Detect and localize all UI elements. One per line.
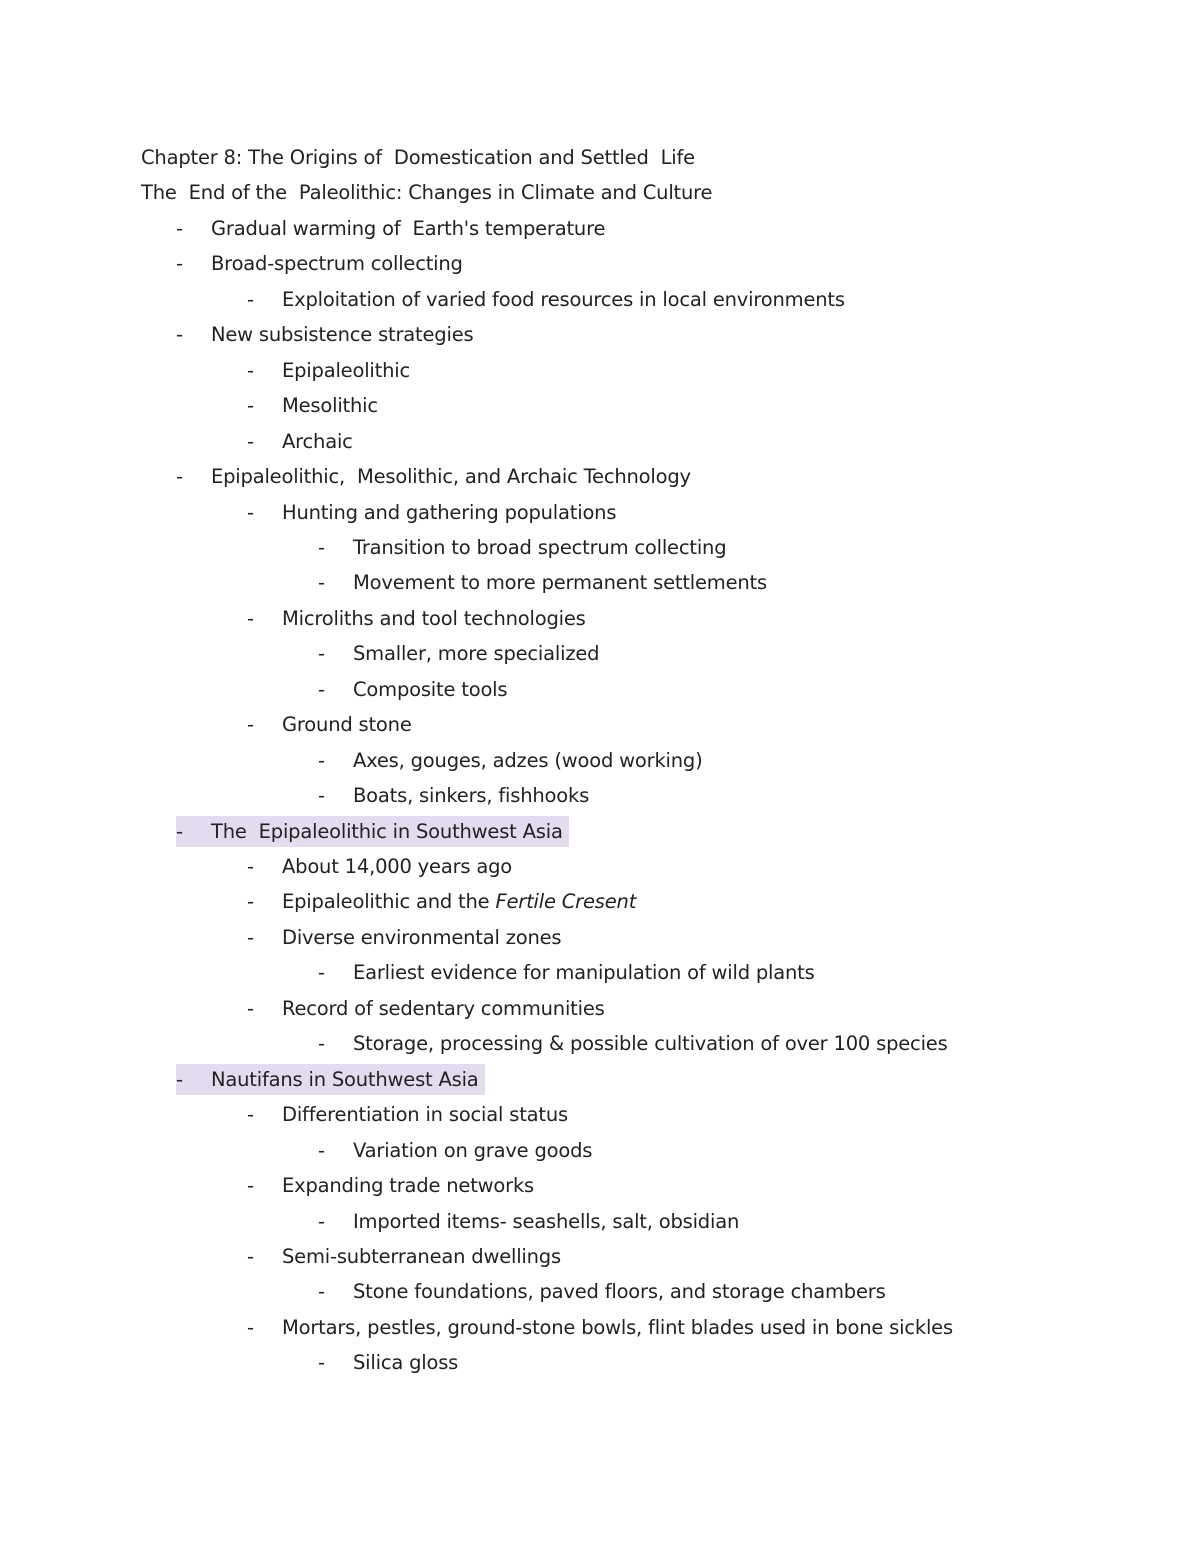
- line-text-main: Epipaleolithic, Mesolithic, and Archaic Technology: [211, 465, 691, 489]
- bullet-dash: -: [247, 1244, 254, 1268]
- line-text-main: Ground stone: [282, 713, 412, 737]
- bullet-dash: -: [176, 252, 183, 276]
- line-text: [282, 920, 561, 955]
- bullet-dash: -: [318, 1280, 325, 1304]
- bullet-dash: -: [318, 535, 325, 559]
- outline-item: [0, 530, 1200, 565]
- outline-item: [0, 955, 1200, 990]
- bullet-dash: -: [176, 323, 183, 347]
- outline-item: [0, 920, 1200, 955]
- chapter-title: [0, 140, 1200, 175]
- line-text-main: Movement to more permanent settlements: [353, 571, 767, 595]
- line-text: [353, 1133, 592, 1168]
- line-text: [353, 672, 507, 707]
- outline-item: [0, 1239, 1200, 1274]
- line-text: [141, 140, 695, 175]
- line-text-main: Expanding trade networks: [282, 1174, 535, 1198]
- bullet-dash: -: [318, 677, 325, 701]
- line-text-main: Microliths and tool technologies: [282, 606, 586, 630]
- line-text: [282, 388, 378, 423]
- bullet-dash: -: [247, 1174, 254, 1198]
- line-text-main: Storage, processing & possible cultivation of over 100 species: [353, 1032, 948, 1056]
- line-text-main: Mesolithic: [282, 394, 378, 418]
- line-text-main: Mortars, pestles, ground-stone bowls, flint blades used in bone sickles: [282, 1315, 953, 1339]
- outline-item: [0, 353, 1200, 388]
- bullet-dash: -: [247, 1103, 254, 1127]
- line-text: [282, 884, 636, 919]
- line-text-main: Chapter 8: The Origins of Domestication and Settled Life: [141, 146, 695, 169]
- bullet-dash: -: [247, 890, 254, 914]
- line-text: [211, 1062, 479, 1097]
- bullet-dash: -: [318, 961, 325, 985]
- outline-item: [0, 707, 1200, 742]
- line-text-main: Transition to broad spectrum collecting: [353, 535, 727, 559]
- line-text-main: Nautifans in Southwest Asia: [211, 1067, 479, 1091]
- line-text-main: Silica gloss: [353, 1351, 459, 1375]
- line-text-main: Record of sedentary communities: [282, 996, 605, 1020]
- outline-item: [0, 459, 1200, 494]
- line-text: [353, 743, 703, 778]
- outline-item: [0, 849, 1200, 884]
- bullet-dash: -: [247, 606, 254, 630]
- outline-item: [0, 1026, 1200, 1061]
- line-text: [282, 991, 605, 1026]
- bullet-dash: -: [318, 784, 325, 808]
- line-text: [353, 636, 599, 671]
- line-text: [353, 1204, 739, 1239]
- outline-item: [0, 282, 1200, 317]
- outline-item: [0, 495, 1200, 530]
- outline-item: [0, 565, 1200, 600]
- line-text: [211, 211, 605, 246]
- line-text-main: Axes, gouges, adzes (wood working): [353, 748, 703, 772]
- bullet-dash: -: [247, 358, 254, 382]
- bullet-dash: -: [247, 1315, 254, 1339]
- outline-item: [0, 317, 1200, 352]
- line-text-main: Exploitation of varied food resources in local environments: [282, 287, 845, 311]
- line-text-main: Imported items- seashells, salt, obsidian: [353, 1209, 740, 1233]
- line-text: [282, 707, 412, 742]
- outline-item: [0, 1168, 1200, 1203]
- line-text: [282, 601, 586, 636]
- line-text-main: Gradual warming of Earth's temperature: [211, 216, 606, 240]
- line-text: [282, 1310, 953, 1345]
- line-text-main: About 14,000 years ago: [282, 855, 512, 878]
- line-text: [211, 459, 691, 494]
- line-text: [282, 1239, 561, 1274]
- line-text-main: The Epipaleolithic in Southwest Asia: [211, 819, 563, 843]
- outline-item: [0, 246, 1200, 281]
- line-text-main: Composite tools: [353, 677, 508, 701]
- bullet-dash: -: [318, 642, 325, 666]
- line-text: [353, 530, 726, 565]
- line-text: [353, 1026, 948, 1061]
- outline-item: [0, 743, 1200, 778]
- line-text-main: Diverse environmental zones: [282, 925, 562, 949]
- line-text: [282, 424, 353, 459]
- line-text-main: Differentiation in social status: [282, 1103, 568, 1127]
- line-text: [141, 175, 712, 210]
- outline-item: [0, 778, 1200, 813]
- line-text: [282, 353, 410, 388]
- line-text: [211, 814, 563, 849]
- bullet-dash: -: [247, 713, 254, 737]
- line-text-main: Semi-subterranean dwellings: [282, 1244, 561, 1268]
- outline-item: [0, 1097, 1200, 1132]
- line-text: [282, 282, 845, 317]
- line-text-main: Broad-spectrum collecting: [211, 252, 463, 276]
- bullet-dash: -: [318, 748, 325, 772]
- outline-item: [0, 1310, 1200, 1345]
- bullet-dash: -: [318, 1138, 325, 1162]
- line-text-main: Stone foundations, paved floors, and storage chambers: [353, 1280, 886, 1304]
- outline-item: [0, 1274, 1200, 1309]
- line-text-main: Boats, sinkers, fishhooks: [353, 784, 590, 808]
- line-text: [353, 1274, 886, 1309]
- bullet-dash: -: [247, 855, 254, 878]
- outline-item: [0, 672, 1200, 707]
- outline-item: [0, 1133, 1200, 1168]
- outline-item: [0, 1062, 1200, 1097]
- line-text: [353, 565, 767, 600]
- bullet-dash: -: [247, 394, 254, 418]
- line-text: [353, 955, 815, 990]
- outline-item: [0, 884, 1200, 919]
- outline-item: [0, 636, 1200, 671]
- outline-item: [0, 424, 1200, 459]
- outline-item: [0, 1204, 1200, 1239]
- line-text-main: Archaic: [282, 429, 353, 453]
- bullet-dash: -: [176, 1067, 183, 1091]
- line-text: [353, 1345, 458, 1380]
- line-text: [282, 1097, 568, 1132]
- line-text: [211, 246, 463, 281]
- bullet-dash: -: [176, 465, 183, 489]
- bullet-dash: -: [318, 1351, 325, 1375]
- bullet-dash: -: [318, 1032, 325, 1056]
- outline-item: [0, 388, 1200, 423]
- line-text-main: Hunting and gathering populations: [282, 500, 617, 524]
- line-text: [353, 778, 589, 813]
- bullet-dash: -: [176, 216, 183, 240]
- bullet-dash: -: [247, 996, 254, 1020]
- outline-item: [0, 211, 1200, 246]
- line-text: [282, 495, 616, 530]
- line-text-main: Variation on grave goods: [353, 1138, 593, 1162]
- bullet-dash: -: [247, 925, 254, 949]
- bullet-dash: -: [318, 1209, 325, 1233]
- line-text-main: The End of the Paleolithic: Changes in Climate and Culture: [141, 181, 713, 205]
- line-text-main: Epipaleolithic and the: [282, 890, 496, 914]
- section-title: [0, 175, 1200, 210]
- line-text: [282, 849, 512, 884]
- line-text-main: Epipaleolithic: [282, 358, 410, 382]
- line-text: [282, 1168, 534, 1203]
- outline-item: [0, 1345, 1200, 1380]
- line-text-italic: Fertile Cresent: [495, 890, 637, 914]
- bullet-dash: -: [176, 819, 183, 843]
- bullet-dash: -: [247, 287, 254, 311]
- bullet-dash: -: [247, 429, 254, 453]
- line-text-main: Earliest evidence for manipulation of wild plants: [353, 961, 815, 985]
- bullet-dash: -: [318, 571, 325, 595]
- line-text: [211, 317, 473, 352]
- outline-item: [0, 601, 1200, 636]
- line-text-main: Smaller, more specialized: [353, 642, 600, 666]
- bullet-dash: -: [247, 500, 254, 524]
- outline-item: [0, 814, 1200, 849]
- outline-item: [0, 991, 1200, 1026]
- line-text-main: New subsistence strategies: [211, 323, 474, 347]
